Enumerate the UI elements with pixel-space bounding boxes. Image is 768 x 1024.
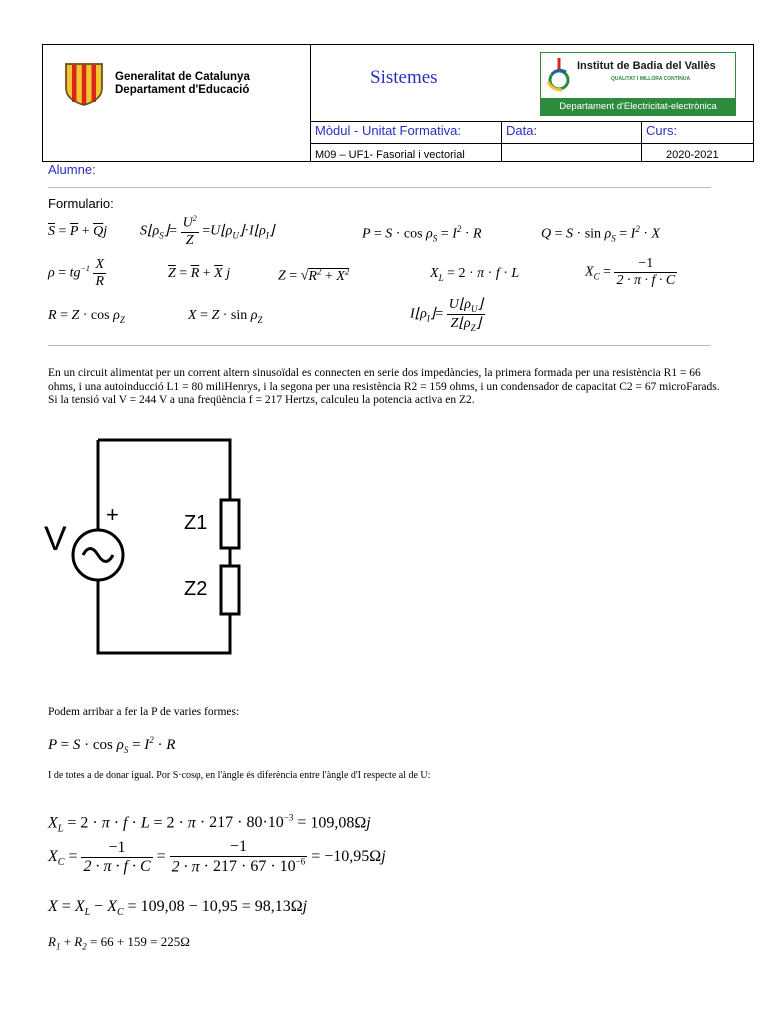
formula-x: $X = Z \cdot \sin \rho_Z$ xyxy=(188,308,263,325)
formula-active-power: $P = S \cdot \cos \rho_S = I^2 \cdot R$ xyxy=(362,224,482,244)
generalitat-logo-icon xyxy=(63,62,105,106)
institut-motto: QUALITAT I MILLORA CONTÍNUA xyxy=(611,76,691,82)
formula-s-polar: $S⌊\rho_S⌋=$ $\frac{U^2}{Z}$ $=U⌊\rho_U⌋\cdot I⌊\rho_I⌋$ xyxy=(140,214,275,248)
divider xyxy=(310,143,754,144)
polarity-plus: + xyxy=(106,502,119,527)
modul-value: M09 – UF1- Fasorial i vectorial xyxy=(315,149,465,161)
divider xyxy=(310,121,754,122)
generalitat-line1: Generalitat de Catalunya xyxy=(115,71,250,83)
separator xyxy=(48,345,711,346)
separator xyxy=(48,187,711,188)
formula-active-power-repeat: $P = S \cdot \cos \rho_S = I^2 \cdot R$ xyxy=(48,735,176,755)
formula-impedance-modulus: $Z = √R^2 + X^2$ xyxy=(278,266,350,284)
impedance-z1-label: Z1 xyxy=(184,512,208,534)
calc-xl: $X_L = 2 \cdot \pi \cdot f \cdot L = 2 \cdot \pi \cdot 217 \cdot 80\cdot 10^{-3} = 109,08\Omega j$ xyxy=(48,813,371,835)
voltage-source-label: V xyxy=(44,520,67,558)
calc-x: $X = X_L - X_C = 109,08 - 10,95 = 98,13\Omega j$ xyxy=(48,898,308,919)
formula-impedance: $\overline{Z} = \overline{R} + \overline{X}$ j xyxy=(168,266,231,281)
formula-current: $I⌊\rho_I⌋=$ $\frac{U⌊\rho_U⌋}{Z⌊\rho_Z⌋}$ xyxy=(410,297,483,333)
result-xl: 109,08Ω xyxy=(310,814,367,832)
result-xc: −10,95Ω xyxy=(324,847,382,865)
divider xyxy=(641,121,642,161)
institut-department: Departament d'Electricitat-electrònica xyxy=(541,98,735,115)
curs-value: 2020-2021 xyxy=(666,149,719,161)
formula-r: $R = Z \cdot \cos \rho_Z$ xyxy=(48,308,125,325)
result-x: 98,13Ω xyxy=(254,898,303,915)
curs-label: Curs: xyxy=(646,123,678,138)
result-r: 225Ω xyxy=(160,934,190,949)
institut-emblem-icon xyxy=(544,56,574,96)
data-label: Data: xyxy=(506,123,538,138)
formula-xl: $X_L = 2 \cdot \pi \cdot f \cdot L$ xyxy=(430,266,520,283)
generalitat-line2: Departament d'Educació xyxy=(115,84,250,96)
institut-logo xyxy=(540,52,736,116)
calc-xc: $X_C$ = $\frac{-1}{2 \cdot \pi \cdot f \cdot C}$ = $\frac{-1}{2 \cdot \pi \cdot 217 \cdot 67 \cdot 10^{-6}}$ = −10,95Ωj xyxy=(48,838,386,876)
page-title: Sistemes xyxy=(370,67,438,88)
formula-reactive-power: $Q = S \cdot \sin \rho_S = I^2 \cdot X$ xyxy=(541,224,661,244)
divider xyxy=(501,121,502,161)
formula-xc: $X_C$ = $\frac{-1}{2 \cdot \pi \cdot f \cdot C}$ xyxy=(585,256,676,288)
problem-statement: En un circuit alimentat per un corrent altern sinusoïdal es connecten en serie dos impedàncies, la primera formada per una resistència R1 = 66 ohms, i una autoinducció L1 = 80 miliHenrys, i la segona per una resistència R2 = 159 ohms, i un condensador de capacitat C2 = 67 microFarads. Si la tensió val V = 244 V a una freqüència f = 217 Hertzs, calculeu la potencia activa en Z2. xyxy=(48,367,720,406)
institut-name: Institut de Badia del Vallès xyxy=(577,60,716,72)
header-table xyxy=(42,44,754,162)
calc-r: $R_1 + R_2 = 66 + 159 = 225\Omega$ xyxy=(48,934,190,952)
generalitat-name xyxy=(115,71,250,97)
formula-apparent-power: $\overline{S} = \overline{P} + \overline{Q}j$ xyxy=(48,224,108,239)
circuit-diagram xyxy=(40,430,270,670)
text-equal: I de totes a de donar igual. Por S·cosφ, en l'àngle és diferència entre l'àngle d'I respecte al de U: xyxy=(48,770,431,781)
impedance-z2-label: Z2 xyxy=(184,578,208,600)
formula-angle: $\rho = tg^{-1}$ $\frac{X}{R}$ xyxy=(48,257,104,289)
modul-label: Mòdul - Unitat Formativa: xyxy=(315,123,461,138)
text-ways: Podem arribar a fer la P de varies formes: xyxy=(48,706,240,718)
alumne-label: Alumne: xyxy=(48,162,96,177)
formulario-label: Formulario: xyxy=(48,196,114,211)
